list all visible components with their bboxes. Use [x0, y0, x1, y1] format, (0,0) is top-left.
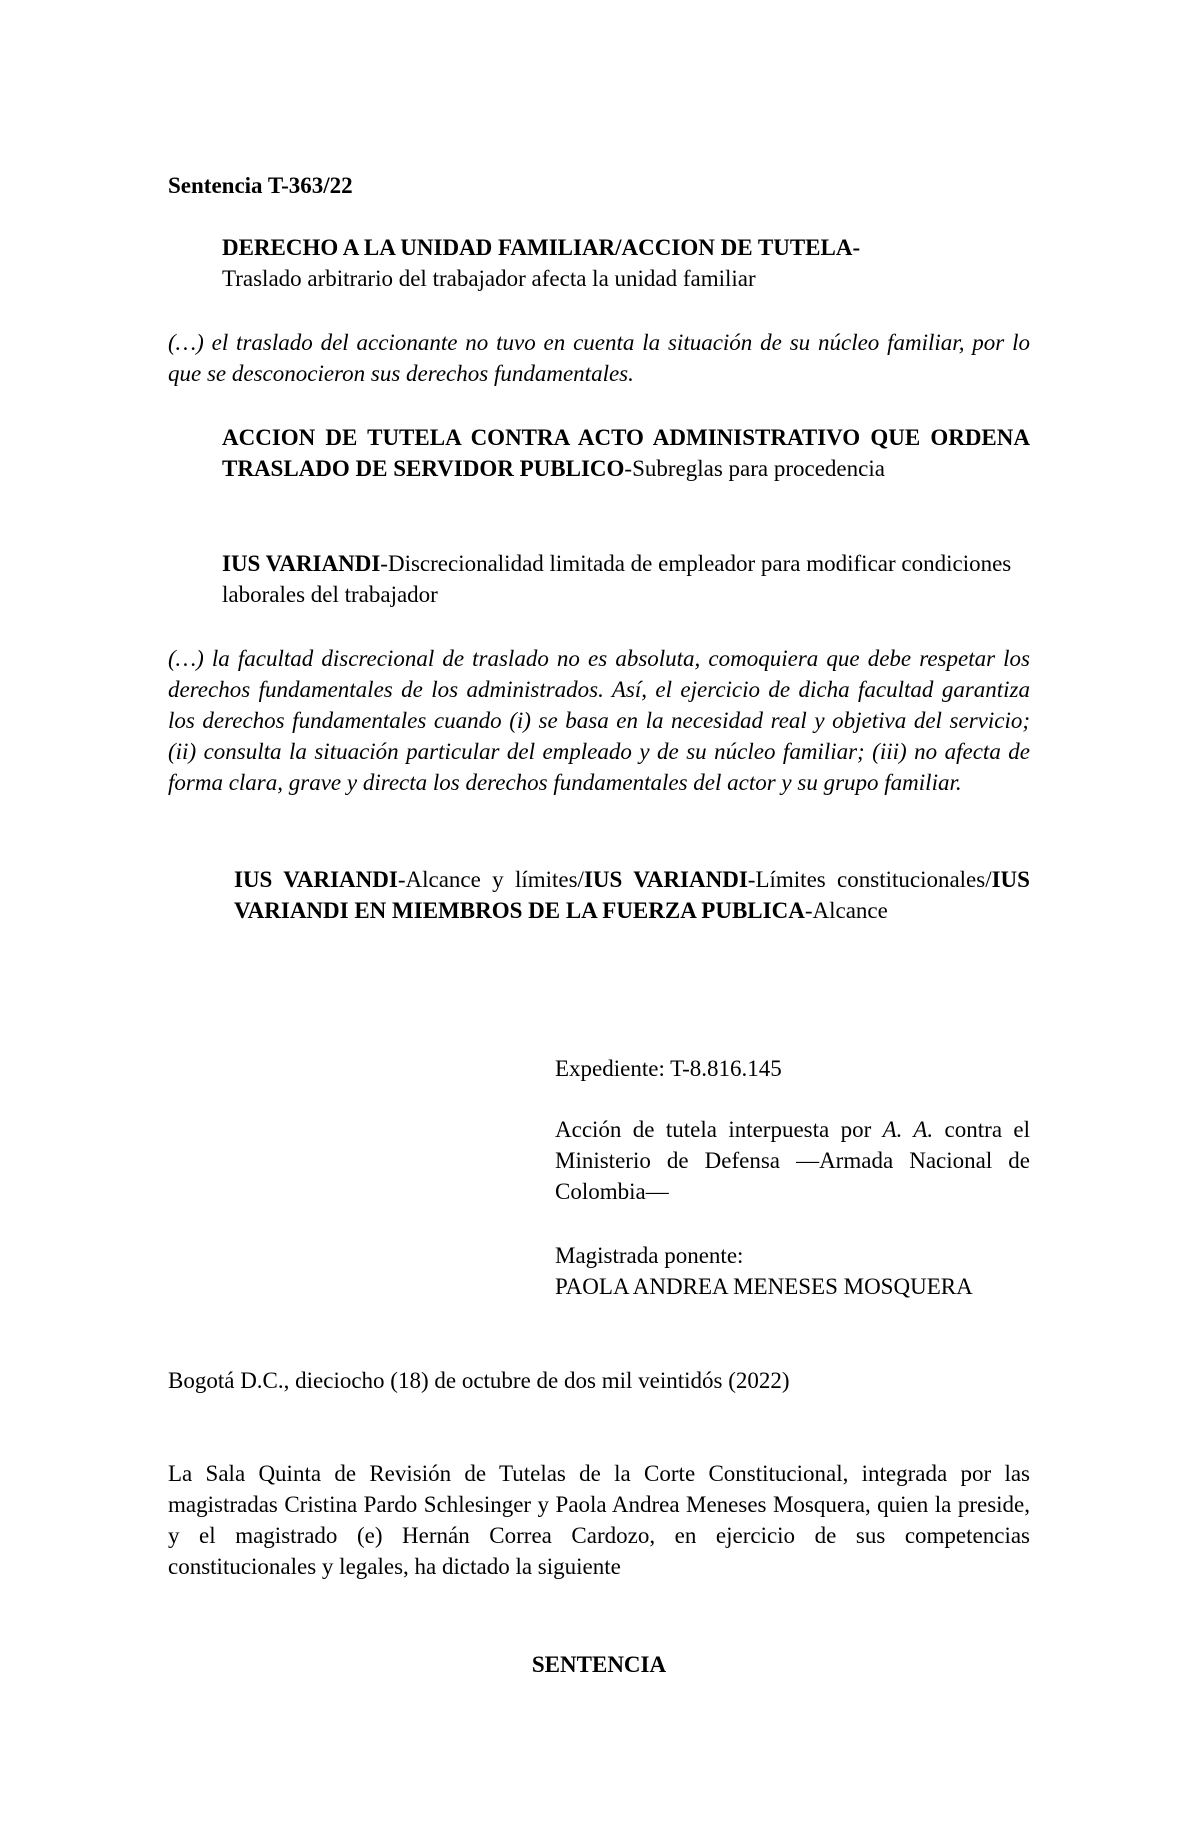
- intro-paragraph: La Sala Quinta de Revisión de Tutelas de la Corte Constitucional, integrada por las magistradas Cristina Pardo Schlesinger y Paola Andrea Meneses Mosquera, quien la preside, y el magistrado (e) Hernán Correa Cardozo, en ejercicio de sus competencias constitucionales y legales, ha dictado la siguiente: [168, 1461, 1030, 1579]
- descriptor-bold: ACCION DE TUTELA CONTRA ACTO ADMINISTRATIVO QUE ORDENA TRASLADO DE SERVIDOR PUBLICO: [222, 425, 1030, 481]
- descriptor-ius-variandi: [222, 548, 1030, 610]
- descriptor-bold: IUS VARIANDI: [222, 551, 381, 576]
- descriptor-text: -Límites constitucionales/: [747, 867, 992, 892]
- accion-text: contra el Ministerio de Defensa —Armada Nacional de Colombia—: [555, 1117, 1030, 1204]
- descriptor-unidad-familiar: [222, 232, 1030, 294]
- descriptor-text: -Alcance y límites/: [397, 867, 584, 892]
- sentencia-heading: SENTENCIA: [531, 1652, 667, 1677]
- quote-facultad-discrecional: (…) la facultad discrecional de traslado no es absoluta, comoquiera que debe respetar los derechos fundamentales de los administrados. Así, el ejercicio de dicha facultad garantiza los derechos fundamentales cuando (i) se basa en la necesidad real y objetiva del servicio; (ii) consulta la situación particular del empleado y de su núcleo familiar; (iii) no afecta de forma clara, grave y directa los derechos fundamentales del actor y su grupo familiar.: [168, 646, 1030, 795]
- descriptor-text: Traslado arbitrario del trabajador afecta la unidad familiar: [222, 266, 756, 291]
- descriptor-bold: IUS VARIANDI: [234, 867, 398, 892]
- descriptor-acto-administrativo: [222, 422, 1030, 484]
- magistrada-ponente: [555, 1240, 1055, 1302]
- descriptor-text: -Discrecionalidad limitada de empleador para modificar condiciones laborales del trabajador: [222, 551, 1012, 607]
- descriptor-bold: IUS VARIANDI EN MIEMBROS DE LA FUERZA PUBLICA: [234, 867, 1030, 923]
- descriptor-ius-variandi-alcance: [234, 864, 1030, 926]
- magistrada-name: PAOLA ANDREA MENESES MOSQUERA: [555, 1274, 973, 1299]
- fecha: Bogotá D.C., dieciocho (18) de octubre de dos mil veintidós (2022): [168, 1368, 790, 1393]
- quote-traslado: (…) el traslado del accionante no tuvo en cuenta la situación de su núcleo familiar, por lo que se desconocieron sus derechos fundamentales.: [168, 330, 1030, 386]
- descriptor-text: -Alcance: [804, 898, 888, 923]
- descriptor-text: -Subreglas para procedencia: [624, 456, 885, 481]
- descriptor-bold: IUS VARIANDI: [583, 867, 748, 892]
- document-title: Sentencia T-363/22: [168, 173, 353, 198]
- expediente: Expediente: T-8.816.145: [555, 1056, 782, 1081]
- accion-de-tutela: [555, 1114, 1030, 1207]
- descriptor-bold: DERECHO A LA UNIDAD FAMILIAR/ACCION DE TUTELA-: [222, 235, 861, 260]
- magistrada-label: Magistrada ponente:: [555, 1243, 744, 1268]
- accion-text: Acción de tutela interpuesta por: [555, 1117, 883, 1142]
- accionante-name: A. A.: [882, 1117, 934, 1142]
